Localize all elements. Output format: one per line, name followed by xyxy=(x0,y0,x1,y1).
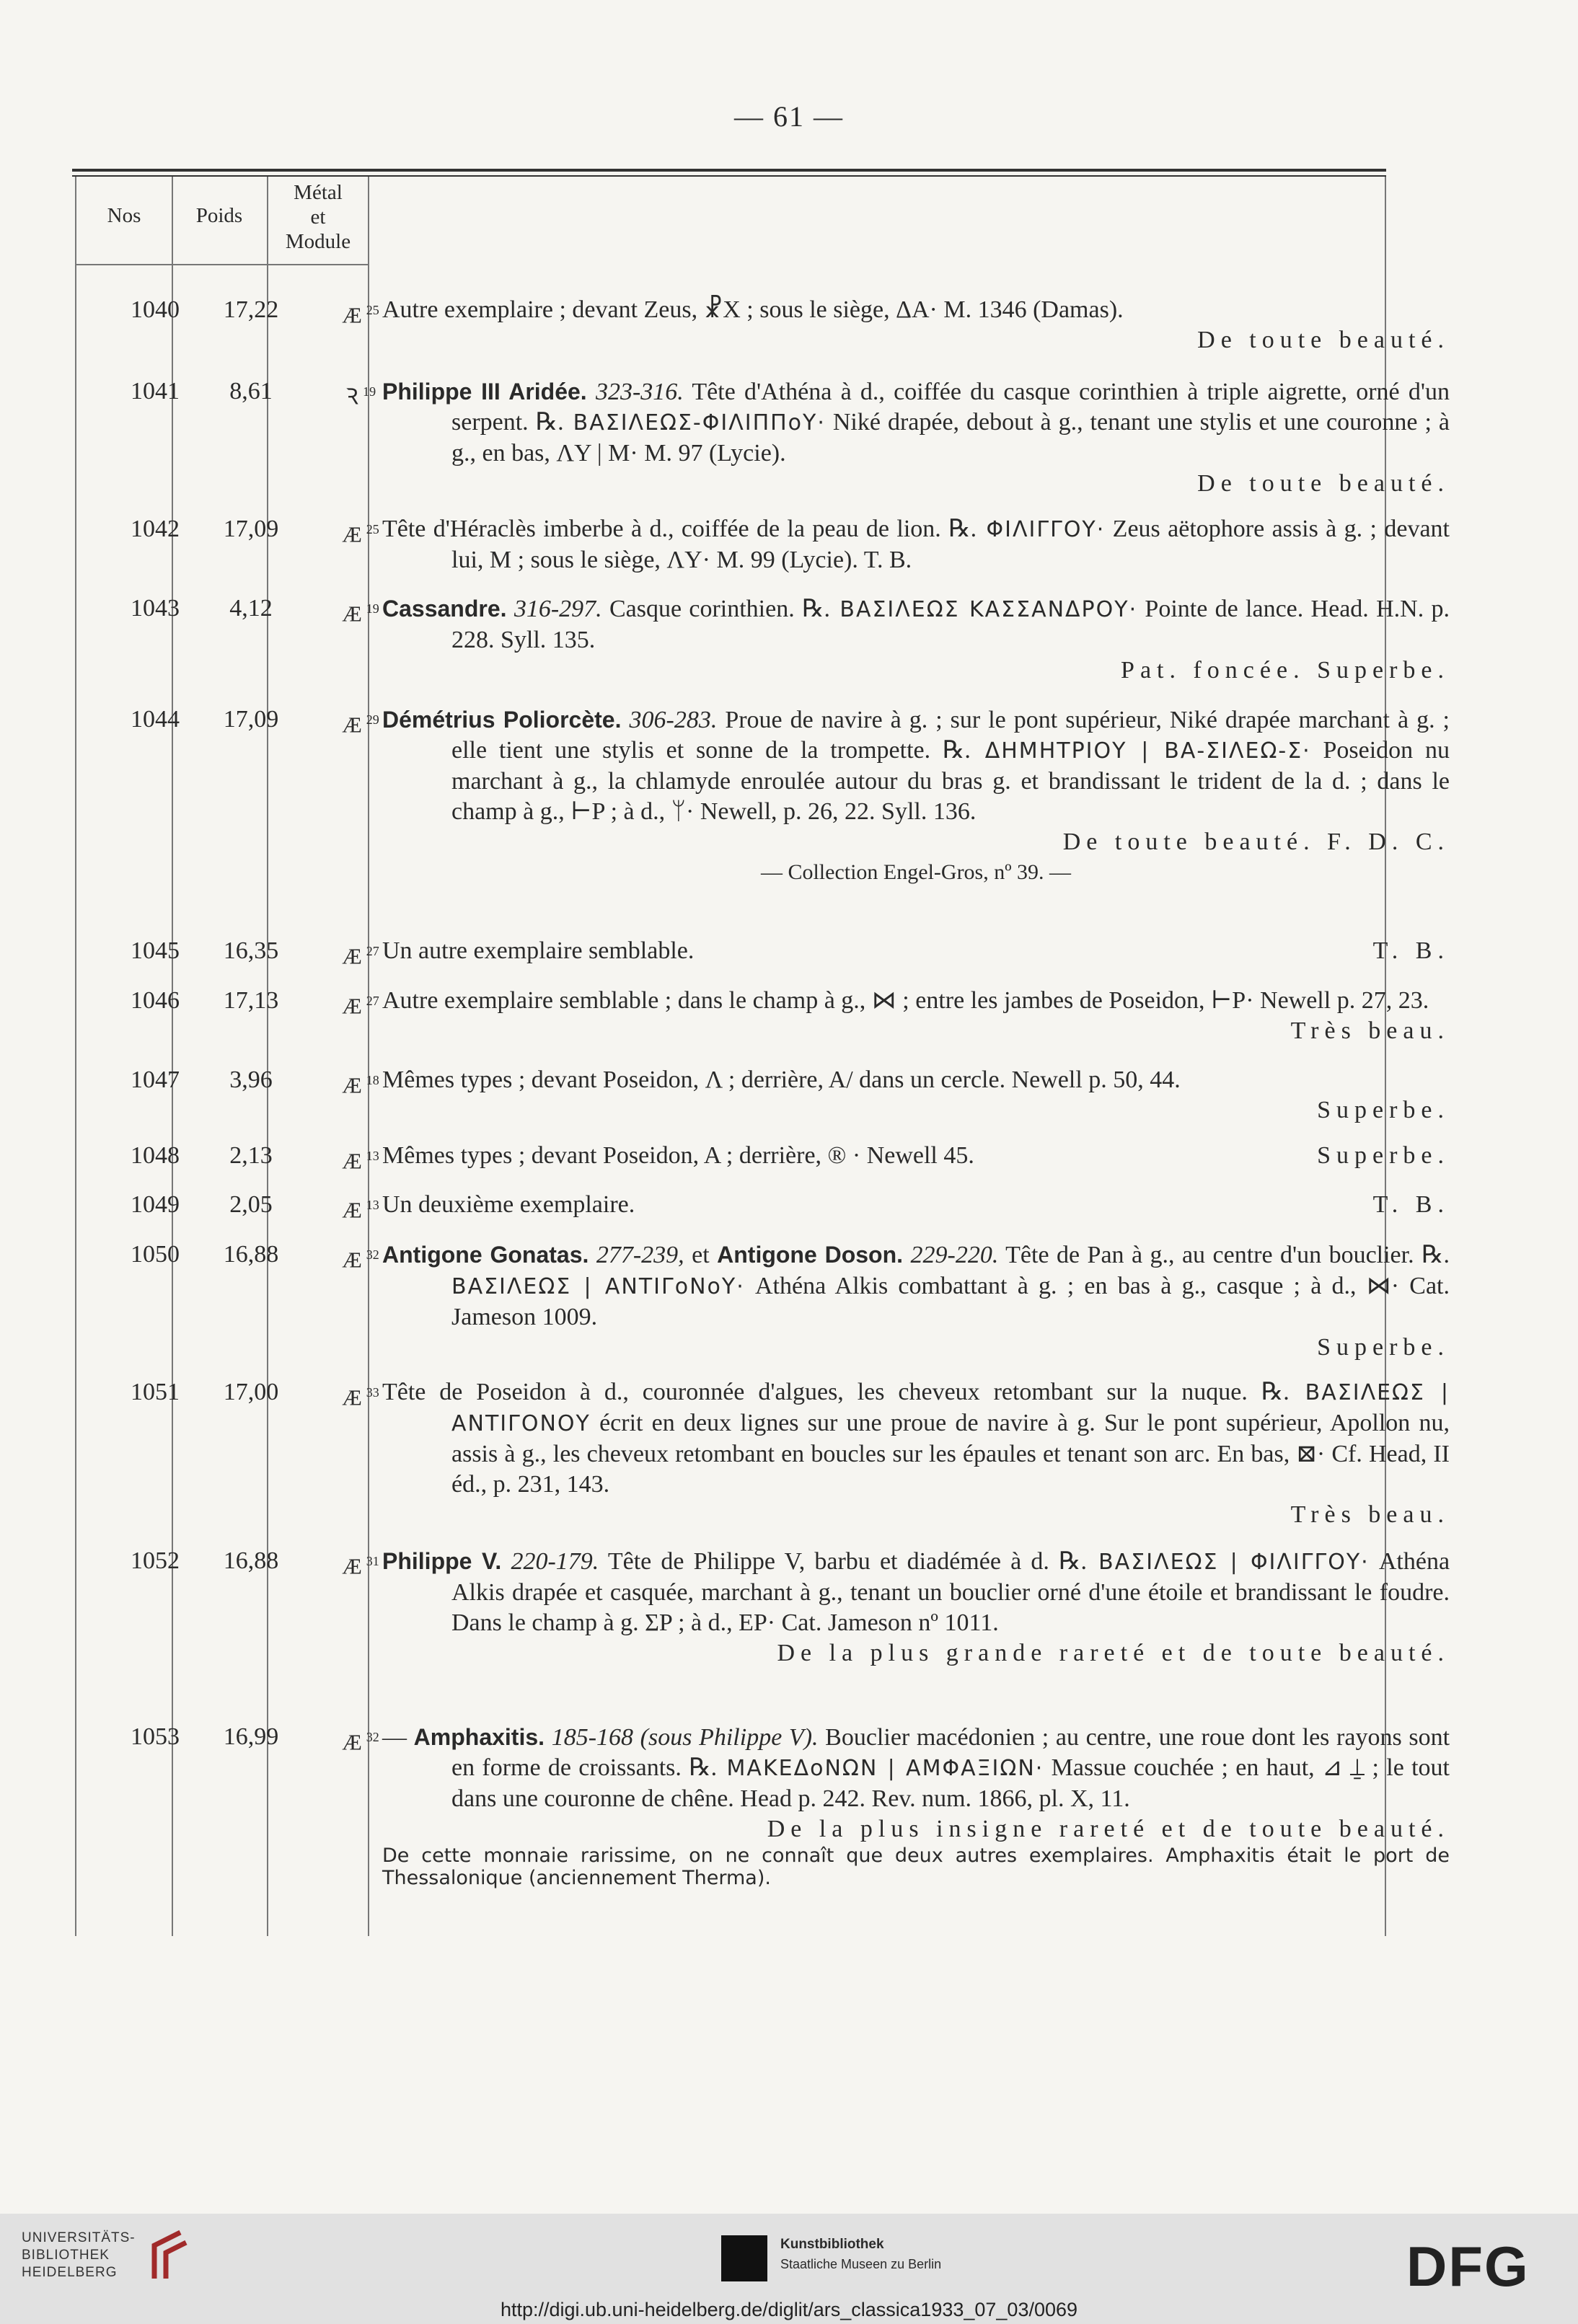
page-number: — 61 — xyxy=(734,100,844,133)
ruler-name: Antigone Gonatas. xyxy=(382,1242,589,1268)
description-text xyxy=(382,1377,1450,1500)
description xyxy=(382,593,1450,686)
module: 25 xyxy=(366,522,379,536)
ruler-date: 316-297. xyxy=(513,596,602,622)
legend: ΒΑΣΙΛΕΩΣ | ΦΙΛΙΓΓΟΥ· xyxy=(1086,1550,1370,1575)
footnote: De cette monnaie rarissime, on ne connaît que deux autres exemplaires. Amphaxitis était le port de Thessalonique (anciennement Therma). xyxy=(382,1844,1450,1889)
header-underline xyxy=(267,264,368,265)
description xyxy=(382,704,1450,888)
description-text: Mêmes types ; devant Poseidon, A ; derrière, ® · Newell 45. xyxy=(382,1142,974,1169)
lot-number: 1040 xyxy=(131,296,180,323)
lot-number: 1053 xyxy=(131,1723,180,1750)
weight: 16,35 xyxy=(223,937,279,964)
description xyxy=(382,986,1450,1046)
reverse: Athéna Alkis combattant à g. ; en bas à g., casque ; à d., ⋈· Cat. Jameson 1009. xyxy=(451,1273,1450,1330)
legend: ΦΙΛΙΓΓΟΥ· xyxy=(977,517,1106,542)
top-rule-thin xyxy=(72,175,1386,177)
kunstbibliothek-sub: Staatliche Museen zu Berlin xyxy=(780,2257,942,2271)
metal: Æ xyxy=(342,993,362,1019)
metal: Æ xyxy=(342,1197,362,1223)
obverse: Proue de navire à g. ; sur le pont supérieur, Niké drapée marchant à g. ; elle tient une stylis et sonne de la trompette. ℞. xyxy=(451,707,1450,764)
description xyxy=(382,1141,1450,1171)
description xyxy=(382,295,1450,355)
metal: Æ xyxy=(342,1072,362,1098)
header-nos: Nos xyxy=(107,204,141,227)
description xyxy=(382,1722,1450,1889)
ruler-date-2: 229-220. xyxy=(910,1242,999,1268)
description-text: Un autre exemplaire semblable. xyxy=(382,937,695,964)
metal: Æ xyxy=(342,1553,362,1579)
description xyxy=(382,514,1450,575)
ruler-name: Philippe V. xyxy=(382,1548,502,1574)
condition: Très beau. xyxy=(1290,1017,1450,1044)
reverse: Zeus aëtophore assis à g. ; devant lui, M ; sous le siège, ΛY· M. 99 (Lycie). T. B. xyxy=(451,516,1450,573)
library-footer xyxy=(0,2214,1578,2324)
condition: De toute beauté. xyxy=(1197,327,1450,353)
module: 32 xyxy=(366,1247,379,1262)
ruler-name-2: Antigone Doson. xyxy=(717,1242,904,1268)
description-text: Un deuxième exemplaire. xyxy=(382,1191,635,1218)
header-metal-2: et xyxy=(310,206,326,229)
weight: 2,13 xyxy=(229,1142,273,1169)
ruler-name: Cassandre. xyxy=(382,596,507,622)
module: 31 xyxy=(366,1554,379,1568)
metal: Æ xyxy=(342,521,362,547)
weight: 4,12 xyxy=(229,595,273,622)
obverse: Casque corinthien. ℞. xyxy=(601,596,831,622)
header-underline xyxy=(75,264,172,265)
ruler-name: Démétrius Poliorcète. xyxy=(382,707,622,733)
metal: Ꝛ xyxy=(345,384,359,410)
condition: Superbe. xyxy=(1317,1097,1450,1123)
metal: Æ xyxy=(342,1247,362,1273)
column-divider xyxy=(172,177,173,1936)
column-divider xyxy=(75,177,76,1936)
module: 19 xyxy=(363,384,376,399)
ruler-name: Philippe III Aridée. xyxy=(382,379,587,405)
condition: Pat. foncée. Superbe. xyxy=(1121,657,1450,684)
metal: Æ xyxy=(342,943,362,969)
metal: Æ xyxy=(342,601,362,627)
condition: T. B. xyxy=(1372,937,1450,964)
header-metal xyxy=(270,180,366,254)
description xyxy=(382,1546,1450,1669)
lot-number: 1041 xyxy=(131,378,180,405)
lot-number: 1044 xyxy=(131,706,180,733)
weight: 17,13 xyxy=(223,987,279,1014)
lot-number: 1052 xyxy=(131,1547,180,1574)
obverse: Tête de Poseidon à d., couronnée d'algues, les cheveux retombant sur la nuque. ℞. xyxy=(382,1379,1290,1405)
description-text: Autre exemplaire semblable ; dans le champ à g., ⋈ ; entre les jambes de Poseidon, ⊢P· Newell p. 27, 23. xyxy=(382,987,1429,1014)
lot-number: 1050 xyxy=(131,1241,180,1268)
legend: ΒΑΣΙΛΕΩΣ | ΑΝΤΙΓοΝοΥ· xyxy=(451,1274,745,1299)
description-text: Mêmes types ; devant Poseidon, Λ ; derrière, A/ dans un cercle. Newell p. 50, 44. xyxy=(382,1066,1181,1093)
ruler-date: 185-168 xyxy=(551,1724,634,1751)
description-text: Autre exemplaire ; devant Zeus, ☧X ; sous le siège, ΔA· M. 1346 (Damas). xyxy=(382,296,1124,323)
description-text xyxy=(382,1240,1450,1333)
obverse: Tête de Pan à g., au centre d'un bouclier. ℞. xyxy=(998,1242,1450,1268)
condition: Très beau. xyxy=(1290,1501,1450,1528)
legend: ΒΑΣΙΛΕΩΣ-ΦΙΛΙΠΠοΥ· xyxy=(563,410,826,436)
weight: 16,88 xyxy=(223,1547,279,1574)
weight: 17,09 xyxy=(223,516,279,542)
condition: De toute beauté. xyxy=(1197,470,1450,497)
obverse: Tête d'Athéna à d., coiffée du casque corinthien à triple aigrette, orné d'un serpent. ℞. xyxy=(451,379,1450,436)
metal: Æ xyxy=(342,1148,362,1174)
ruler-sub: (sous Philippe V). xyxy=(633,1724,819,1751)
lot-number: 1049 xyxy=(131,1191,180,1218)
ruler-date: 277-239, xyxy=(596,1242,684,1268)
uni-line-1: UNIVERSITÄTS- xyxy=(22,2230,136,2245)
condition: Superbe. xyxy=(1317,1142,1450,1169)
condition: De la plus grande rareté et de toute beauté. xyxy=(777,1640,1450,1666)
reverse: écrit en deux lignes sur une proue de navire à g. Sur le pont supérieur, Apollon nu, assis à g., les cheveux retombant en boucles sur les épaules et tenant son arc. En bas, ⊠· Cf. Head, II éd., p. 231, 143. xyxy=(451,1410,1450,1498)
header-metal-3: Module xyxy=(285,230,351,253)
column-divider xyxy=(368,177,369,1936)
heidelberg-logo-icon xyxy=(144,2228,195,2286)
weight: 17,22 xyxy=(223,296,279,323)
ruler-date: 220-179. xyxy=(511,1548,599,1575)
module: 32 xyxy=(366,1730,379,1744)
description-text xyxy=(382,1546,1450,1638)
weight: 16,88 xyxy=(223,1241,279,1268)
description-text xyxy=(382,514,1450,575)
kunstbibliothek-name: Kunstbibliothek xyxy=(780,2237,884,2252)
conjunction: et xyxy=(684,1242,718,1268)
reverse: Niké drapée, debout à g., tenant une stylis et une couronne ; à g., en bas, ΛY | M· M. 97 (Lycie). xyxy=(451,409,1450,467)
description xyxy=(382,1377,1450,1530)
obverse: Tête de Philippe V, barbu et diadémée à d. ℞. xyxy=(599,1548,1087,1575)
reverse: Athéna Alkis drapée et casquée, marchant à g., tenant un bouclier orné d'une étoile et brandissant le foudre. Dans le champ à g. ΣP ; à d., EP· Cat. Jameson nº 1011. xyxy=(451,1548,1450,1636)
header-poids: Poids xyxy=(195,204,243,227)
legend: ΒΑΣΙΛΕΩΣ ΚΑΣΣΑΝΔΡΟΥ· xyxy=(830,597,1138,622)
lot-number: 1048 xyxy=(131,1142,180,1169)
module: 19 xyxy=(366,601,379,616)
lot-number: 1047 xyxy=(131,1066,180,1093)
university-library-text xyxy=(22,2230,136,2281)
kunstbibliothek-mark-icon xyxy=(721,2235,767,2281)
obverse: Bouclier macédonien ; au centre, une roue dont les rayons sont en forme de croissants. ℞. xyxy=(451,1724,1450,1781)
lot-number: 1042 xyxy=(131,516,180,542)
obverse: Tête d'Héraclès imberbe à d., coiffée de la peau de lion. ℞. xyxy=(382,516,977,542)
description xyxy=(382,1190,1450,1220)
condition: De toute beauté. F. D. C. xyxy=(1062,829,1450,855)
module: 13 xyxy=(366,1198,379,1212)
source-url[interactable]: http://digi.ub.uni-heidelberg.de/diglit/ars_classica1933_07_03/0069 xyxy=(500,2299,1078,2320)
metal: Æ xyxy=(342,1729,362,1755)
lot-number: 1043 xyxy=(131,595,180,622)
metal: Æ xyxy=(342,302,362,328)
weight: 17,00 xyxy=(223,1379,279,1405)
module: 18 xyxy=(366,1073,379,1087)
weight: 2,05 xyxy=(229,1191,273,1218)
lot-number: 1051 xyxy=(131,1379,180,1405)
condition: T. B. xyxy=(1372,1191,1450,1218)
description-text xyxy=(382,1722,1450,1814)
lot-number: 1046 xyxy=(131,987,180,1014)
dash: — xyxy=(382,1724,414,1751)
module: 13 xyxy=(366,1149,379,1163)
condition: De la plus insigne rareté et de toute beauté. xyxy=(767,1816,1450,1842)
ruler-date: 323-316. xyxy=(595,379,684,405)
description xyxy=(382,1065,1450,1126)
legend: ΔΗΜΗΤΡΙΟΥ | ΒΑ-ΣΙΛΕΩ-Σ· xyxy=(970,738,1311,764)
description xyxy=(382,1240,1450,1363)
weight: 8,61 xyxy=(229,378,273,405)
reverse: Poseidon nu marchant à g., la chlamyde enroulée autour du bras g. et brandissant le trident de la d. ; dans le champ à g., ⊢P ; à d., ᛘ· Newell, p. 26, 22. Syll. 136. xyxy=(451,737,1450,825)
uni-line-3: HEIDELBERG xyxy=(22,2265,118,2280)
legend: ΜΑΚΕΔοΝΩΝ | ΑΜΦΑΞΙΩΝ· xyxy=(717,1756,1044,1781)
lot-number: 1045 xyxy=(131,937,180,964)
module: 27 xyxy=(366,944,379,958)
weight: 3,96 xyxy=(229,1066,273,1093)
uni-line-2: BIBLIOTHEK xyxy=(22,2248,110,2263)
weight: 16,99 xyxy=(223,1723,279,1750)
description-text xyxy=(382,376,1450,469)
dfg-logo: DFG xyxy=(1406,2235,1530,2298)
module: 27 xyxy=(366,994,379,1008)
top-rule xyxy=(72,169,1386,172)
module: 33 xyxy=(366,1385,379,1400)
collection-note: — Collection Engel-Gros, nº 39. — xyxy=(760,860,1072,884)
metal: Æ xyxy=(342,1384,362,1410)
reverse: Pointe de lance. Head. H.N. p. 228. Syll. 135. xyxy=(451,596,1450,653)
description xyxy=(382,376,1450,499)
legend: ΒΑΣΙΛΕΩΣ | ΑΝΤΙΓΟΝΟΥ xyxy=(451,1380,1450,1436)
header-underline xyxy=(172,264,267,265)
reverse: Massue couchée ; en haut, ⊿ ⍊ ; le tout dans une couronne de chêne. Head p. 242. Rev. num. 1866, pl. X, 11. xyxy=(451,1754,1450,1812)
description-text xyxy=(382,704,1450,827)
description-text xyxy=(382,593,1450,655)
weight: 17,09 xyxy=(223,706,279,733)
ruler-name: Amphaxitis. xyxy=(413,1724,545,1750)
metal: Æ xyxy=(342,712,362,738)
header-metal-1: Métal xyxy=(294,181,343,204)
ruler-date: 306-283. xyxy=(629,707,718,733)
condition: Superbe. xyxy=(1317,1334,1450,1361)
module: 29 xyxy=(366,712,379,727)
description xyxy=(382,936,1450,966)
column-divider xyxy=(267,177,268,1936)
module: 25 xyxy=(366,303,379,317)
